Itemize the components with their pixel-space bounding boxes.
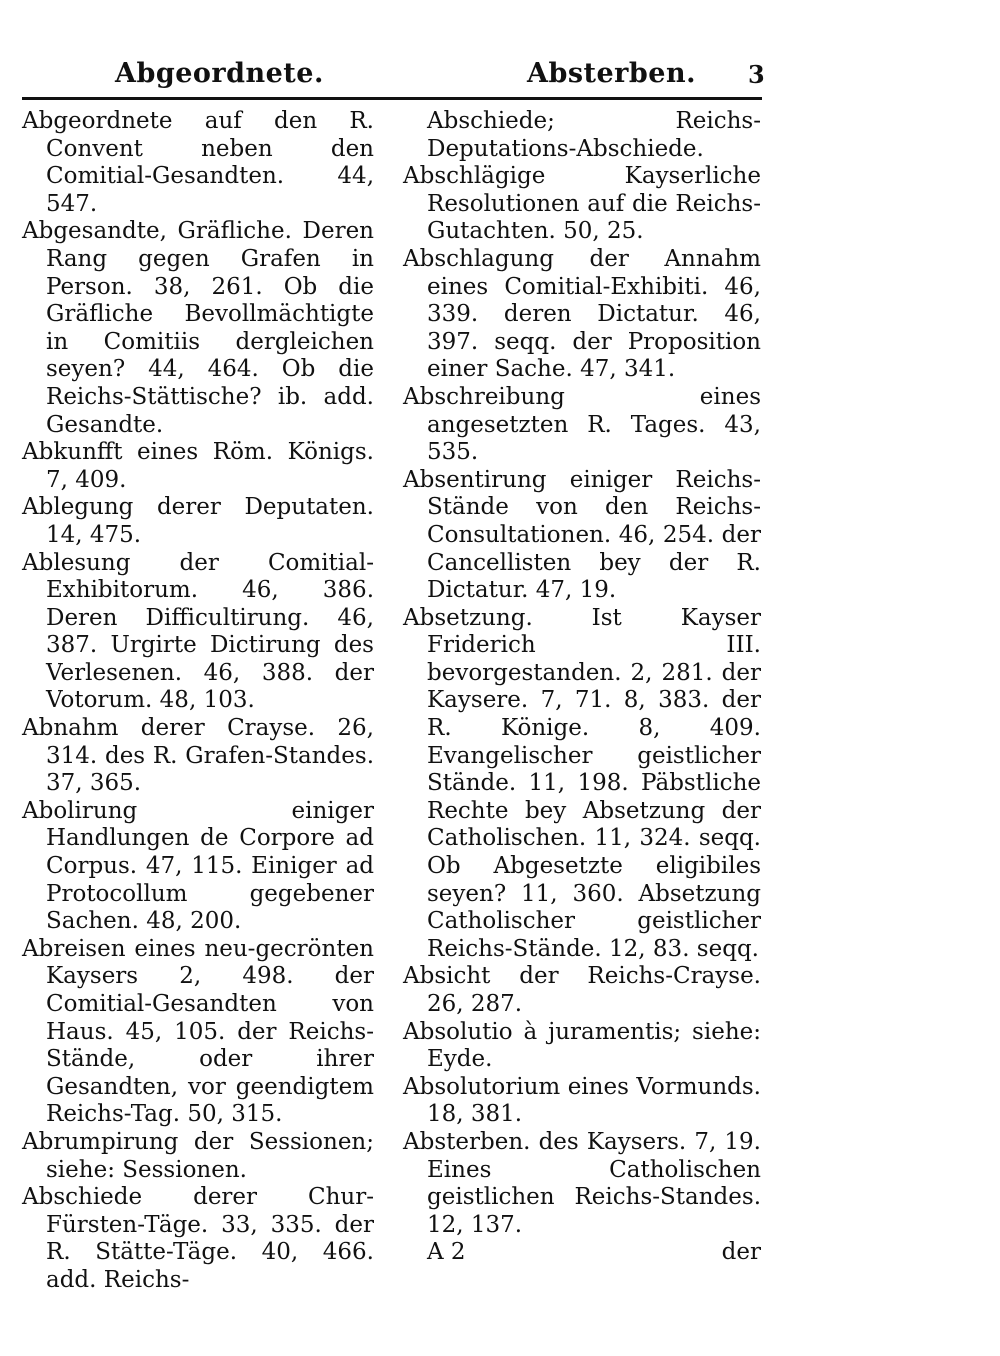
index-entry: Absicht der Reichs-Crayse. 26, 287. <box>403 963 761 1017</box>
left-running-head: Abgeordnete. <box>115 58 324 89</box>
index-entry: Abschiede derer Chur-Fürsten-Täge. 33, 335. der R. Stätte-Täge. 40, 466. add. Reichs- <box>22 1184 374 1293</box>
catchword: der <box>721 1239 761 1266</box>
index-entry: Absolutorium eines Vormunds. 18, 381. <box>403 1073 761 1128</box>
index-entry: Abolirung einiger Handlungen de Corpore ad Corpus. 47, 115. Einiger ad Protocollum gegebener Sachen. 48, 200. <box>22 797 374 935</box>
signature-mark: A 2 <box>427 1239 466 1266</box>
right-running-head: Absterben. <box>527 58 696 89</box>
left-column <box>22 108 374 1295</box>
index-entry: Abkunfft eines Röm. Königs. 7, 409. <box>22 439 374 493</box>
index-entry: Abnahm derer Crayse. 26, 314. des R. Grafen-Standes. 37, 365. <box>22 715 374 797</box>
index-entry: Absetzung. Ist Kayser Friderich III. bevorgestanden. 2, 281. der Kaysere. 7, 71. 8, 383. der R. Könige. 8, 409. Evangelischer geistlicher Stände. 11, 198. Päbstliche Rechte bey Absetzung der Catholischen. 11, 324. seqq. Ob Abgesetzte eligibiles seyen? 11, 360. Absetzung Catholischer geistlicher Reichs-Stände. 12, 83. seqq. <box>403 604 761 962</box>
index-entry: Absentirung einiger Reichs-Stände von den Reichs-Consultationen. 46, 254. der Cancellisten bey der R. Dictatur. 47, 19. <box>403 466 761 604</box>
index-entry: Ablegung derer Deputaten. 14, 475. <box>22 494 374 548</box>
continued-entry: Abschiede; Reichs-Deputations-Abschiede. <box>427 108 761 162</box>
header-rule <box>22 97 762 100</box>
index-entry: Abgeordnete auf den R. Convent neben den Comitial-Gesandten. 44, 547. <box>22 108 374 217</box>
index-entry: Abschlägige Kayserliche Resolutionen auf die Reichs-Gutachten. 50, 25. <box>403 163 761 245</box>
right-column <box>403 108 761 1267</box>
index-entry: Absterben. des Kaysers. 7, 19. Eines Catholischen geistlichen Reichs-Standes. 12, 137. <box>403 1128 761 1238</box>
page-footer <box>403 1239 761 1267</box>
index-entry: Abgesandte, Gräfliche. Deren Rang gegen Grafen in Person. 38, 261. Ob die Gräfliche Bevollmächtigte in Comitiis dergleichen seyen? 44, 464. Ob die Reichs-Stättische? ib. add. Gesandte. <box>22 218 374 438</box>
index-entry: Abreisen eines neu-gecrönten Kaysers 2, 498. der Comitial-Gesandten von Haus. 45, 105. der Reichs-Stände, oder ihrer Gesandten, vor geendigtem Reichs-Tag. 50, 315. <box>22 935 374 1128</box>
page-number: 3 <box>748 60 765 89</box>
index-entry: Abschlagung der Annahm eines Comitial-Exhibiti. 46, 339. deren Dictatur. 46, 397. seqq. der Proposition einer Sache. 47, 341. <box>403 245 761 383</box>
index-entry: Abrumpirung der Sessionen; siehe: Sessionen. <box>22 1128 374 1183</box>
index-entry: Absolutio à juramentis; siehe: Eyde. <box>403 1018 761 1073</box>
index-entry: Abschreibung eines angesetzten R. Tages. 43, 535. <box>403 383 761 466</box>
index-entry: Ablesung der Comitial-Exhibitorum. 46, 386. Deren Difficultirung. 46, 387. Urgirte Dictirung des Verlesenen. 46, 388. der Votorum. 48, 103. <box>22 549 374 714</box>
